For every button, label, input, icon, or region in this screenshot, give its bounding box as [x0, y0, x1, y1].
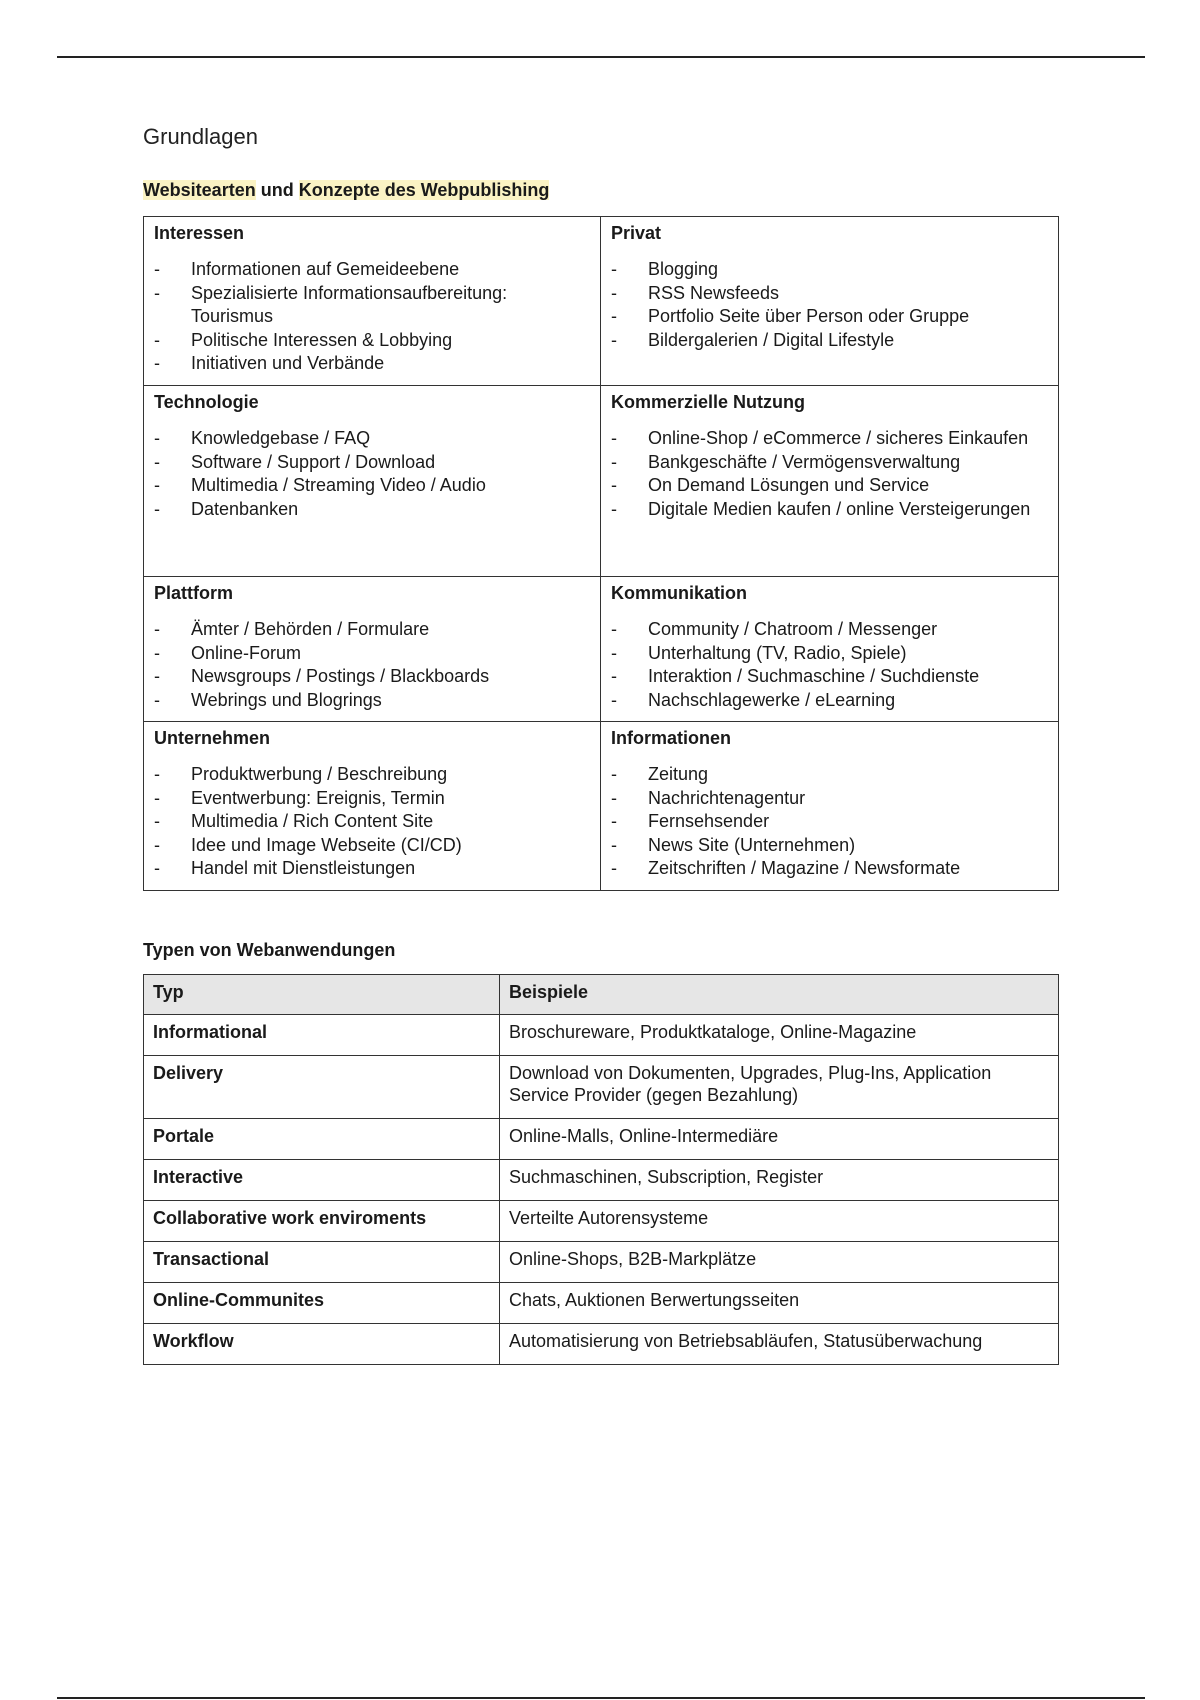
category-cell [601, 217, 1059, 386]
bottom-rule [57, 1697, 1145, 1699]
category-title: Kommunikation [611, 583, 748, 603]
examples-cell: Automatisierung von Betriebsabläufen, Statusüberwachung [500, 1324, 1059, 1365]
table-row [144, 1242, 1059, 1283]
list-item: - Politische Interessen & Lobbying [154, 329, 590, 353]
category-cell [144, 722, 601, 891]
category-title: Technologie [154, 392, 259, 412]
table-row [144, 1201, 1059, 1242]
category-title: Privat [611, 223, 662, 243]
bullet-list [611, 763, 1048, 881]
list-item: - Online-Forum [154, 642, 590, 666]
title-connector: und [255, 180, 299, 200]
category-title: Kommerzielle Nutzung [611, 392, 806, 412]
list-item: - Fernsehsender [611, 810, 1048, 834]
table-row [144, 1056, 1059, 1119]
section-title-websitearten [143, 180, 549, 201]
bullet-list [611, 427, 1048, 521]
bullet-list [154, 427, 590, 521]
type-cell: Collaborative work enviroments [144, 1201, 500, 1242]
type-cell: Informational [144, 1015, 500, 1056]
list-item: - Ämter / Behörden / Formulare [154, 618, 590, 642]
column-header-typ: Typ [144, 975, 500, 1015]
list-item: - Eventwerbung: Ereignis, Termin [154, 787, 590, 811]
list-item: - Produktwerbung / Beschreibung [154, 763, 590, 787]
examples-cell: Verteilte Autorensysteme [500, 1201, 1059, 1242]
list-item: - Nachrichtenagentur [611, 787, 1048, 811]
list-item: - Zeitschriften / Magazine / Newsformate [611, 857, 1048, 881]
list-item: - Software / Support / Download [154, 451, 590, 475]
list-item: - Zeitung [611, 763, 1048, 787]
table-row [144, 722, 1059, 891]
list-item: - Multimedia / Streaming Video / Audio [154, 474, 590, 498]
list-item: - Datenbanken [154, 498, 590, 522]
examples-cell: Broschureware, Produktkataloge, Online-Magazine [500, 1015, 1059, 1056]
list-item: - Interaktion / Suchmaschine / Suchdienste [611, 665, 1048, 689]
category-title: Unternehmen [154, 728, 271, 748]
list-item: - Handel mit Dienstleistungen [154, 857, 590, 881]
list-item: - Nachschlagewerke / eLearning [611, 689, 1048, 713]
column-header-beispiele: Beispiele [500, 975, 1059, 1015]
list-item: - Webrings und Blogrings [154, 689, 590, 713]
category-cell [601, 722, 1059, 891]
table-row [144, 1119, 1059, 1160]
list-item: - Digitale Medien kaufen / online Versteigerungen [611, 498, 1048, 522]
table-row [144, 1324, 1059, 1365]
table-row [144, 1160, 1059, 1201]
list-item: - Spezialisierte Informationsaufbereitung: Tourismus [154, 282, 590, 329]
category-cell [601, 577, 1059, 722]
table-row [144, 1283, 1059, 1324]
bullet-list [154, 258, 590, 376]
list-item: - Idee und Image Webseite (CI/CD) [154, 834, 590, 858]
list-item: - Portfolio Seite über Person oder Gruppe [611, 305, 1048, 329]
type-cell: Delivery [144, 1056, 500, 1119]
category-title: Informationen [611, 728, 731, 748]
examples-cell: Chats, Auktionen Berwertungsseiten [500, 1283, 1059, 1324]
type-cell: Portale [144, 1119, 500, 1160]
type-cell: Interactive [144, 1160, 500, 1201]
examples-cell: Online-Malls, Online-Intermediäre [500, 1119, 1059, 1160]
category-cell [144, 577, 601, 722]
table-row [144, 577, 1059, 722]
list-item: - Informationen auf Gemeideebene [154, 258, 590, 282]
type-cell: Transactional [144, 1242, 500, 1283]
table-row [144, 217, 1059, 386]
list-item: - Knowledgebase / FAQ [154, 427, 590, 451]
website-types-table [143, 216, 1059, 891]
list-item: - Online-Shop / eCommerce / sicheres Einkaufen [611, 427, 1048, 451]
list-item: - Blogging [611, 258, 1048, 282]
web-application-types-table [143, 974, 1059, 1365]
list-item: - Unterhaltung (TV, Radio, Spiele) [611, 642, 1048, 666]
examples-cell: Download von Dokumenten, Upgrades, Plug-Ins, Application Service Provider (gegen Bezahlung) [500, 1056, 1059, 1119]
category-cell [601, 386, 1059, 577]
list-item: - Multimedia / Rich Content Site [154, 810, 590, 834]
category-title: Interessen [154, 223, 245, 243]
list-item: - Newsgroups / Postings / Blackboards [154, 665, 590, 689]
examples-cell: Suchmaschinen, Subscription, Register [500, 1160, 1059, 1201]
top-rule [57, 56, 1145, 58]
category-title: Plattform [154, 583, 234, 603]
category-cell [144, 386, 601, 577]
highlighted-term: Websitearten [143, 180, 256, 200]
examples-cell: Online-Shops, B2B-Markplätze [500, 1242, 1059, 1283]
table-row [144, 386, 1059, 577]
bullet-list [611, 618, 1048, 712]
list-item: - Bankgeschäfte / Vermögensverwaltung [611, 451, 1048, 475]
list-item: - RSS Newsfeeds [611, 282, 1048, 306]
page-title: Grundlagen [143, 124, 258, 149]
highlighted-term: Konzepte des Webpublishing [298, 180, 550, 200]
list-item: - Bildergalerien / Digital Lifestyle [611, 329, 1048, 353]
section-title-webanwendungen: Typen von Webanwendungen [143, 940, 396, 960]
list-item: - Community / Chatroom / Messenger [611, 618, 1048, 642]
list-item: - Initiativen und Verbände [154, 352, 590, 376]
bullet-list [154, 618, 590, 712]
category-cell [144, 217, 601, 386]
table-row [144, 1015, 1059, 1056]
type-cell: Workflow [144, 1324, 500, 1365]
table-header-row [144, 975, 1059, 1015]
type-cell: Online-Communites [144, 1283, 500, 1324]
bullet-list [611, 258, 1048, 352]
list-item: - On Demand Lösungen und Service [611, 474, 1048, 498]
list-item: - News Site (Unternehmen) [611, 834, 1048, 858]
bullet-list [154, 763, 590, 881]
